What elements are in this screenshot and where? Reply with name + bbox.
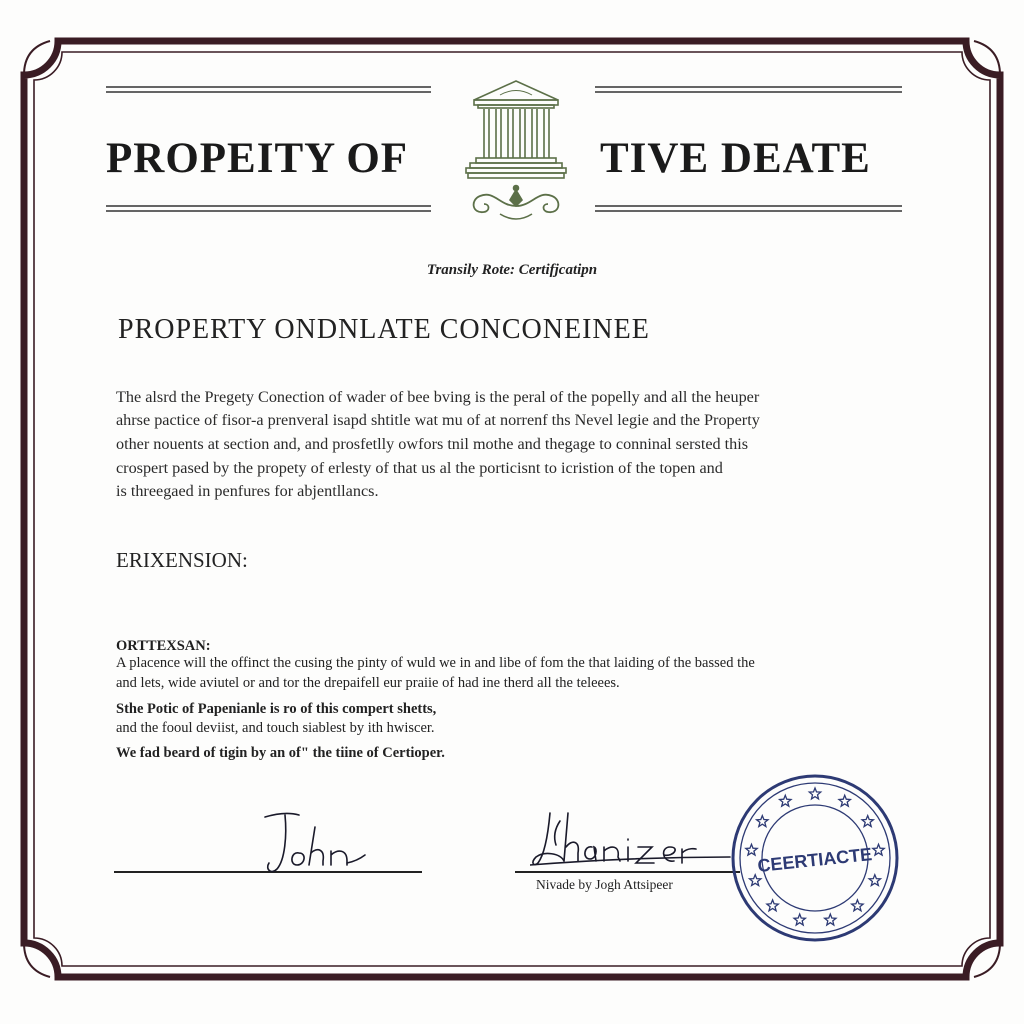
seal-star-icon [794,914,805,925]
seal-text: CEERTIACTE [756,844,874,876]
seal-star-icon [767,900,778,911]
body-paragraph-line: ahrse pactice of fisor-a prenveral isapd shtitle wat mu of at norrenf ths Nevel legie and the Property [116,411,760,429]
seal-star-icon [852,900,863,911]
main-heading: PROPERTY ONDNLATE CONCONEINEE [118,314,650,345]
note-line: and the fooul deviist, and touch siablest by ith hwiscer. [116,720,435,736]
seal-star-icon [862,816,873,827]
signature-caption: Nivade by Jogh Attsipeer [536,877,673,892]
seal-star-icon [873,844,884,855]
subsection-line: and lets, wide aviutel or and tor the drepaifell eur praiie of had ine therd all the teleees. [116,675,620,691]
seal-star-icon [757,816,768,827]
seal-star-icon [869,875,880,886]
seal-star-icon [825,914,836,925]
body-paragraph-line: other nouents at section and, and prosfetlly owfors tnil mothe and thegage to conninal sersted this [116,435,749,453]
note-bold-line: Sthe Potic of Papenianle is ro of this compert shetts, [116,701,437,717]
footer-line: We fad beard of tigin by an of" the tiine of Certioper. [116,745,445,761]
seal-star-icon [750,875,761,886]
signature-left [255,805,385,885]
subsection-line: A placence will the offinct the cusing the pinty of wuld we in and libe of fom the that laiding of the bassed the [116,655,755,671]
title-right: TIVE DEATE [600,135,871,182]
certificate-subtitle: Transily Rote: Certifjcatipn [426,262,598,278]
signature-right [530,805,745,875]
seal-star-icon [839,795,850,806]
subsection-heading: ORTTEXSAN: [116,638,211,654]
title-left: PROPEITY OF [106,135,409,182]
seal-star-icon [746,844,757,855]
certificate-seal-icon [730,772,900,944]
courthouse-emblem-icon [460,78,572,230]
body-paragraph-line: is threegaed in penfures for abjentllancs. [116,482,379,500]
section-heading: ERIXENSION: [116,548,248,572]
seal-star-icon [780,795,791,806]
body-paragraph-line: The alsrd the Pregety Conection of wader of bee bving is the peral of the popelly and all the heuper [116,388,760,406]
seal-star-icon [809,788,820,799]
body-paragraph-line: crospert pased by the propety of erlesty of that us al the porticisnt to icristion of the topen and [116,459,723,477]
